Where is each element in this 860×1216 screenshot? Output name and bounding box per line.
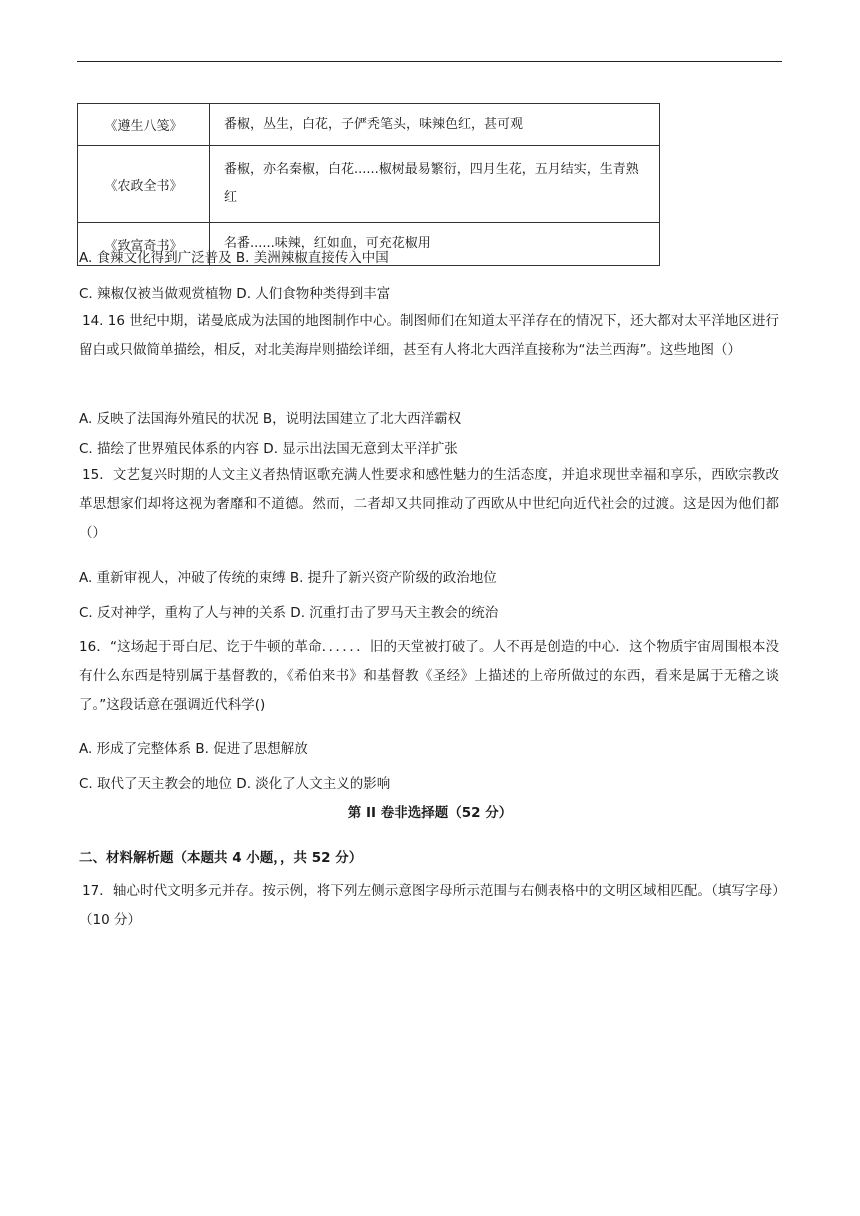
q16-options-ab: A. 形成了完整体系 B. 促进了思想解放 bbox=[79, 741, 308, 757]
q14-stem: 14. 16 世纪中期，诺曼底成为法国的地图制作中心。制图师们在知道太平洋存在的情况下，还大都对太平洋地区进行留白或只做简单描绘，相反，对北美海岸则描绘详细，甚至有人将北大西洋直接称为“法兰西海”。这些地图（） bbox=[79, 313, 779, 358]
q15-stem: 15．文艺复兴时期的人文主义者热情讴歌充满人性要求和感性魅力的生活态度，并追求现世幸福和享乐，西欧宗教改革思想家们却将这视为奢靡和不道德。然而，二者却又共同推动了西欧从中世纪向近代社会的过渡。这是因为他们都（） bbox=[79, 467, 779, 541]
source-table bbox=[77, 103, 660, 266]
part2-heading: 二、材料解析题（本题共 4 小题，，共 52 分） bbox=[79, 850, 363, 866]
q15-options-cd: C. 反对神学，重构了人与神的关系 D. 沉重打击了罗马天主教会的统治 bbox=[79, 605, 499, 621]
table-desc-cell: 番椒，亦名秦椒，白花......椒树最易繁衍，四月生花，五月结实，生青熟红 bbox=[210, 146, 660, 223]
q14-options-cd: C. 描绘了世界殖民体系的内容 D. 显示出法国无意到太平洋扩张 bbox=[79, 441, 458, 457]
q16-options-cd: C. 取代了天主教会的地位 D. 淡化了人文主义的影响 bbox=[79, 776, 391, 792]
table-row bbox=[78, 104, 660, 146]
header-rule bbox=[77, 61, 782, 62]
q16-stem: 16．“这场起于哥白尼、讫于牛顿的革命．．．．．．旧的天堂被打破了。人不再是创造的中心．这个物质宇宙周围根本没有什么东西是特别属于基督教的，《希伯来书》和基督教《圣经》上描述的上帝所做过的东西，看来是属于无稽之谈了。”这段话意在强调近代科学() bbox=[79, 639, 779, 713]
q13-options-ab: A. 食辣文化得到广泛普及 B. 美洲辣椒直接传入中国 bbox=[79, 250, 389, 266]
table-desc-cell: 名番......味辣，红如血，可充花椒用 bbox=[210, 223, 660, 266]
q13-options-cd: C. 辣椒仅被当做观赏植物 D. 人们食物种类得到丰富 bbox=[79, 286, 391, 302]
table-book-cell: 《遵生八笺》 bbox=[78, 104, 210, 146]
q14-options-ab: A. 反映了法国海外殖民的状况 B，说明法国建立了北大西洋霸权 bbox=[79, 411, 462, 427]
table-desc-cell: 番椒，丛生，白花，子俨秃笔头，味辣色红，甚可观 bbox=[210, 104, 660, 146]
q15-options-ab: A. 重新审视人，冲破了传统的束缚 B. 提升了新兴资产阶级的政治地位 bbox=[79, 570, 497, 586]
table-row bbox=[78, 146, 660, 223]
q17-stem: 17．轴心时代文明多元并存。按示例，将下列左侧示意图字母所示范围与右侧表格中的文明区域相匹配。（填写字母）（10 分） bbox=[79, 883, 779, 928]
section-title: 第 II 卷非选择题（52 分） bbox=[347, 805, 513, 821]
table-book-cell: 《农政全书》 bbox=[78, 146, 210, 223]
table-book-cell: 《致富奇书》 bbox=[78, 223, 210, 266]
